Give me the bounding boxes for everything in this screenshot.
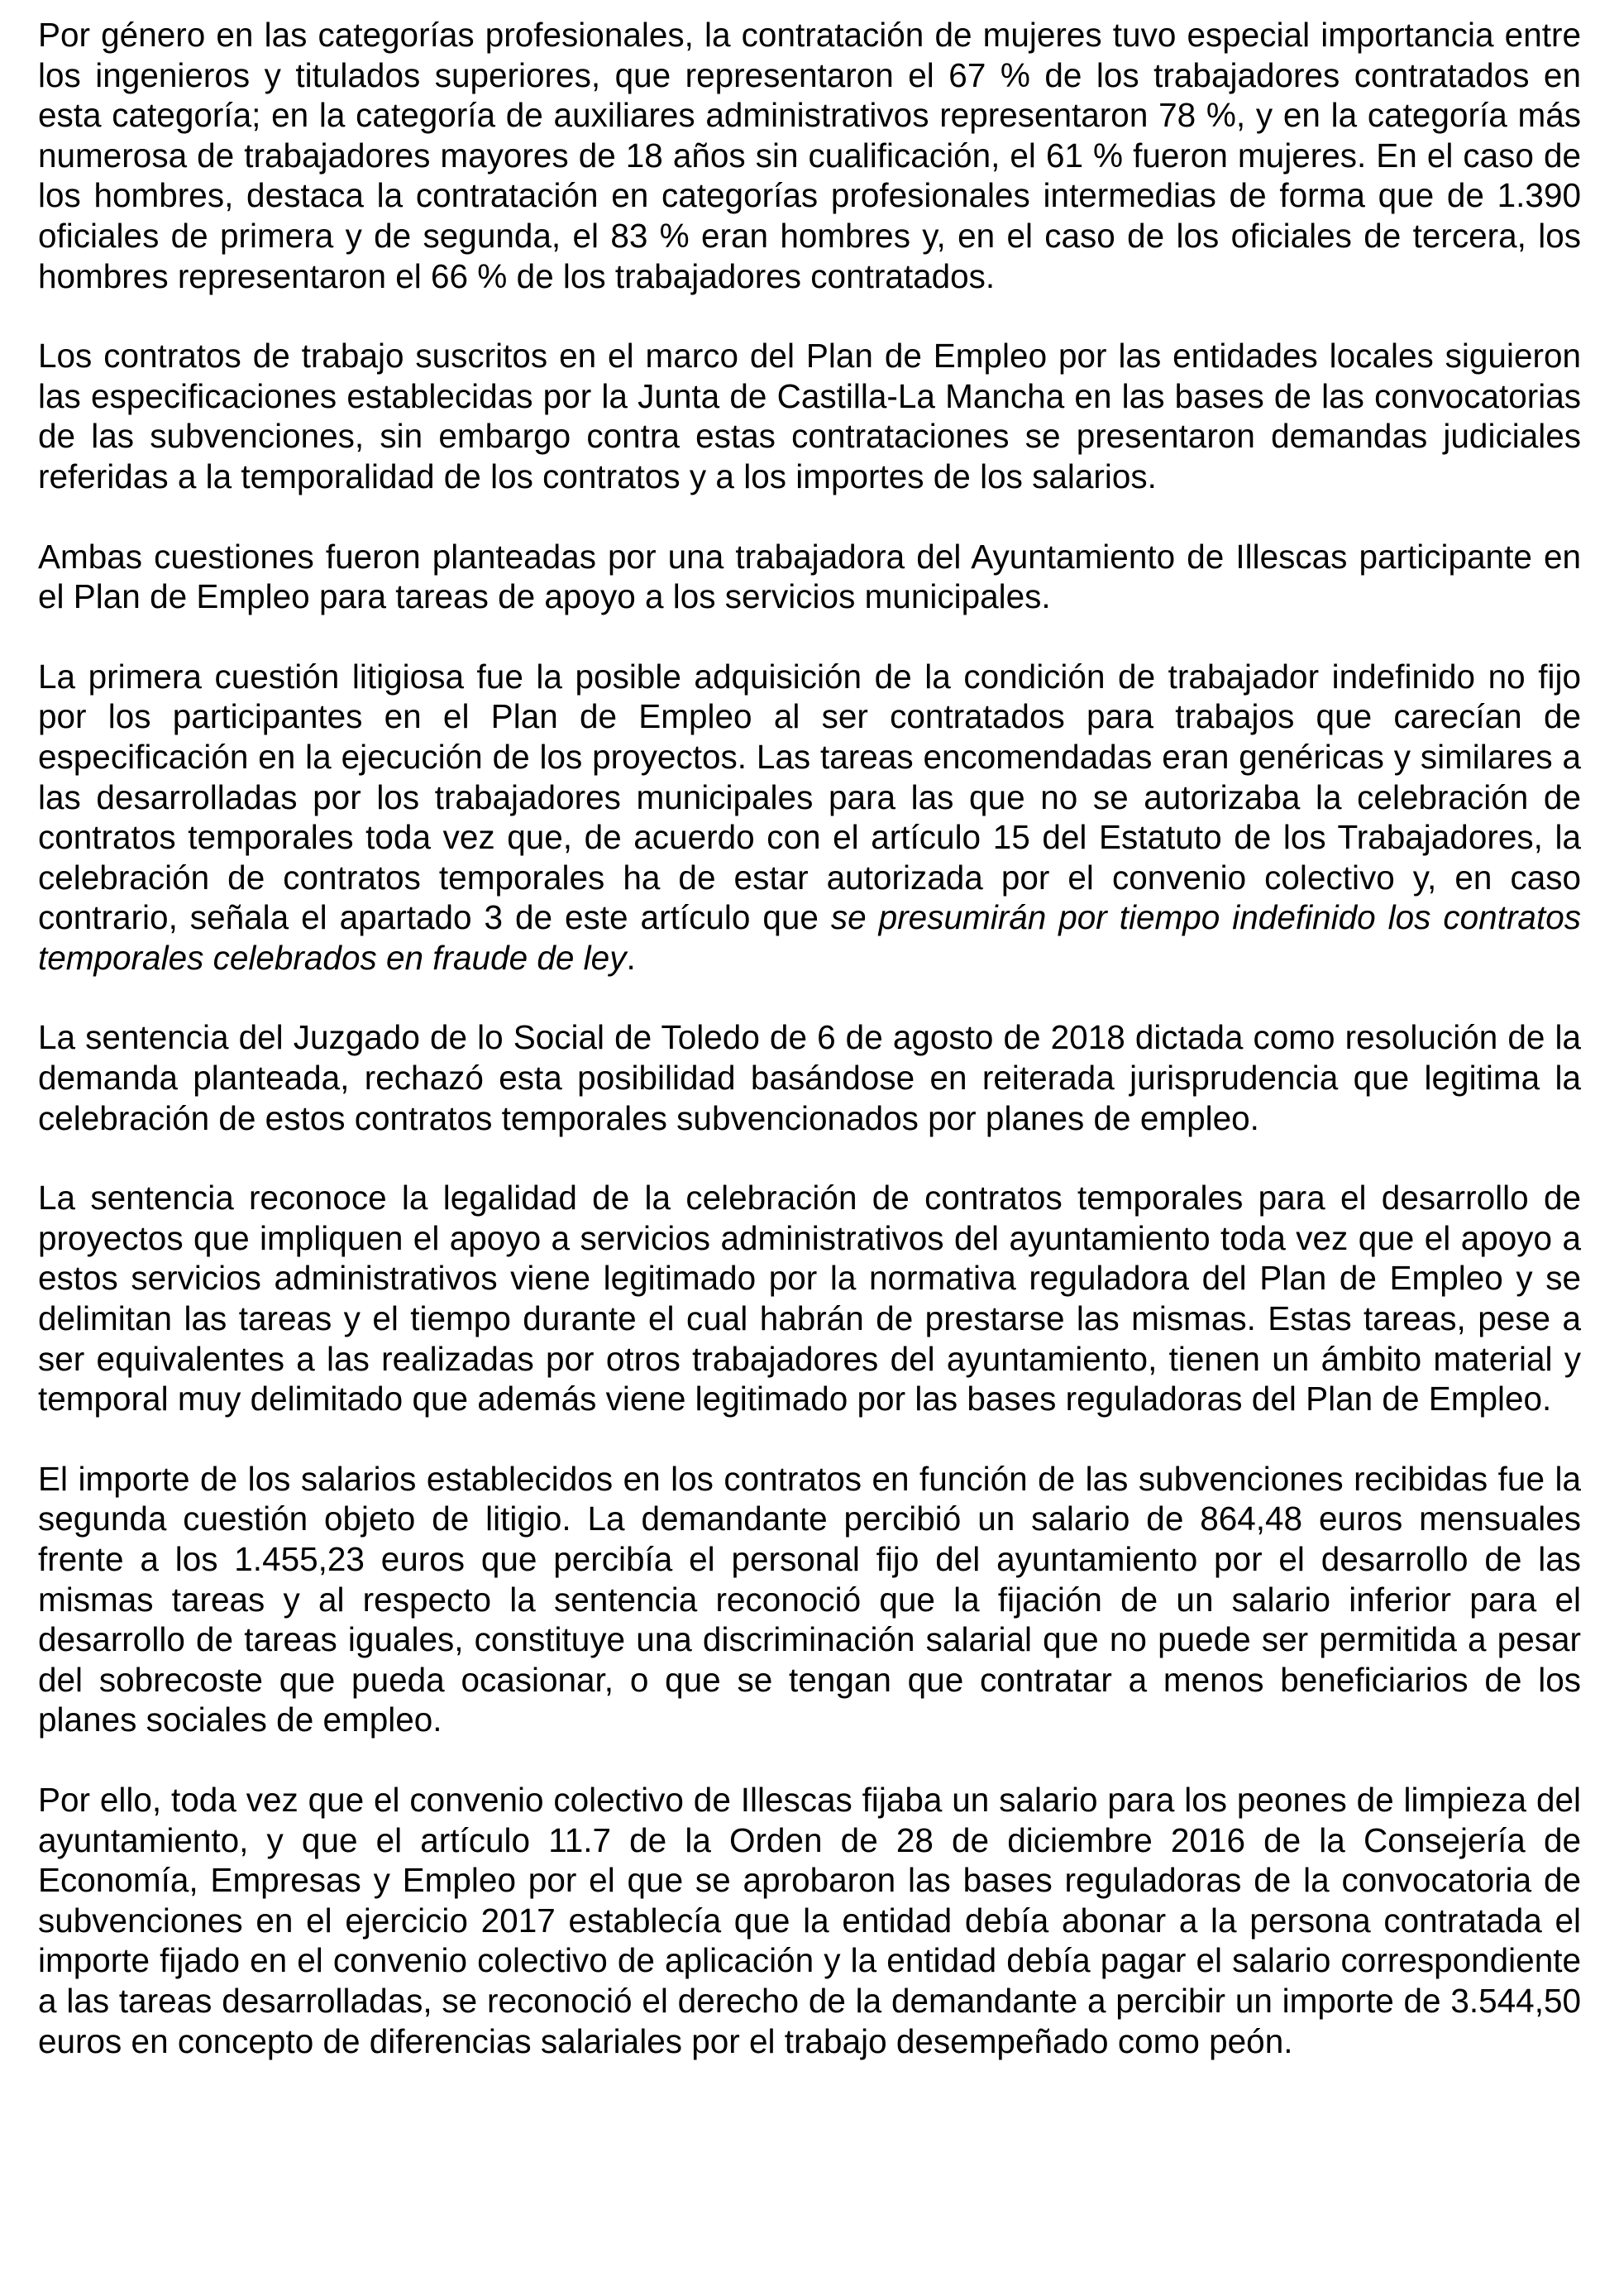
paragraph-contracts-specifications: Los contratos de trabajo suscritos en el marco del Plan de Empleo por las entidades locales siguieron las especificaciones establecidas por la Junta de Castilla-La Mancha en las bases de las convocatorias de las subvenciones, sin embargo contra estas contrataciones se presentaron demandas judiciales referidas a la temporalidad de los contratos y a los importes de los salarios. [38,337,1581,495]
paragraph-toledo-ruling: La sentencia del Juzgado de lo Social de Toledo de 6 de agosto de 2018 dictada como resolución de la demanda planteada, rechazó esta posibilidad basándose en reiterada jurisprudencia que legitima la celebración de estos contratos temporales subvencionados por planes de empleo. [38,1018,1581,1137]
paragraph-legality-temporary-contracts: La sentencia reconoce la legalidad de la celebración de contratos temporales para el desarrollo de proyectos que impliquen el apoyo a servicios administrativos del ayuntamiento toda vez que el apoyo a estos servicios administrativos viene legitimado por la normativa reguladora del Plan de Empleo y se delimitan las tareas y el tiempo durante el cual habrán de prestarse las mismas. Estas tareas, pese a ser equivalentes a las realizadas por otros trabajadores del ayuntamiento, tienen un ámbito material y temporal muy delimitado que además viene legitimado por las bases reguladoras del Plan de Empleo. [38,1179,1581,1418]
paragraph-first-litigation-text: La primera cuestión litigiosa fue la posible adquisición de la condición de trabajador indefinido no fijo por los participantes en el Plan de Empleo al ser contratados para trabajos que carecían de especificación en la ejecución de los proyectos. Las tareas encomendadas eran genéricas y similares a las desarrolladas por los trabajadores municipales para las que no se autorizaba la celebración de contratos temporales toda vez que, de acuerdo con el artículo 15 del Estatuto de los Trabajadores, la celebración de contratos temporales ha de estar autorizada por el convenio colectivo y, en caso contrario, señala el apartado 3 de este artículo que [38,657,1581,937]
paragraph-first-litigation-end: . [626,938,636,977]
paragraph-gender-categories: Por género en las categorías profesionales, la contratación de mujeres tuvo especial importancia entre los ingenieros y titulados superiores, que representaron el 67 % de los trabajadores contratados en esta categoría; en la categoría de auxiliares administrativos representaron 78 %, y en la categoría más numerosa de trabajadores mayores de 18 años sin cualificación, el 61 % fueron mujeres. En el caso de los hombres, destaca la contratación en categorías profesionales intermedias de forma que de 1.390 oficiales de primera y de segunda, el 83 % eran hombres y, en el caso de los oficiales de tercera, los hombres representaron el 66 % de los trabajadores contratados. [38,16,1581,295]
paragraph-first-litigation [38,657,1581,978]
paragraph-salary-difference-award: Por ello, toda vez que el convenio colectivo de Illescas fijaba un salario para los peones de limpieza del ayuntamiento, y que el artículo 11.7 de la Orden de 28 de diciembre 2016 de la Consejería de Economía, Empresas y Empleo por el que se aprobaron las bases reguladoras de la convocatoria de subvenciones en el ejercicio 2017 establecía que la entidad debía abonar a la persona contratada el importe fijado en el convenio colectivo de aplicación y la entidad debía pagar el salario correspondiente a las tareas desarrolladas, se reconoció el derecho de la demandante a percibir un importe de 3.544,50 euros en concepto de diferencias salariales por el trabajo desempeñado como peón. [38,1780,1581,2060]
document-page [38,15,1581,2101]
paragraph-illescas-worker: Ambas cuestiones fueron planteadas por una trabajadora del Ayuntamiento de Illescas participante en el Plan de Empleo para tareas de apoyo a los servicios municipales. [38,537,1581,616]
paragraph-first-litigation-italic-quote: se presumirán por tiempo indefinido los contratos temporales celebrados en fraude de ley [38,898,1581,977]
paragraph-salary-litigation: El importe de los salarios establecidos en los contratos en función de las subvenciones recibidas fue la segunda cuestión objeto de litigio. La demandante percibió un salario de 864,48 euros mensuales frente a los 1.455,23 euros que percibía el personal fijo del ayuntamiento por el desarrollo de las mismas tareas y al respecto la sentencia reconoció que la fijación de un salario inferior para el desarrollo de tareas iguales, constituye una discriminación salarial que no puede ser permitida a pesar del sobrecoste que pueda ocasionar, o que se tengan que contratar a menos beneficiarios de los planes sociales de empleo. [38,1459,1581,1739]
